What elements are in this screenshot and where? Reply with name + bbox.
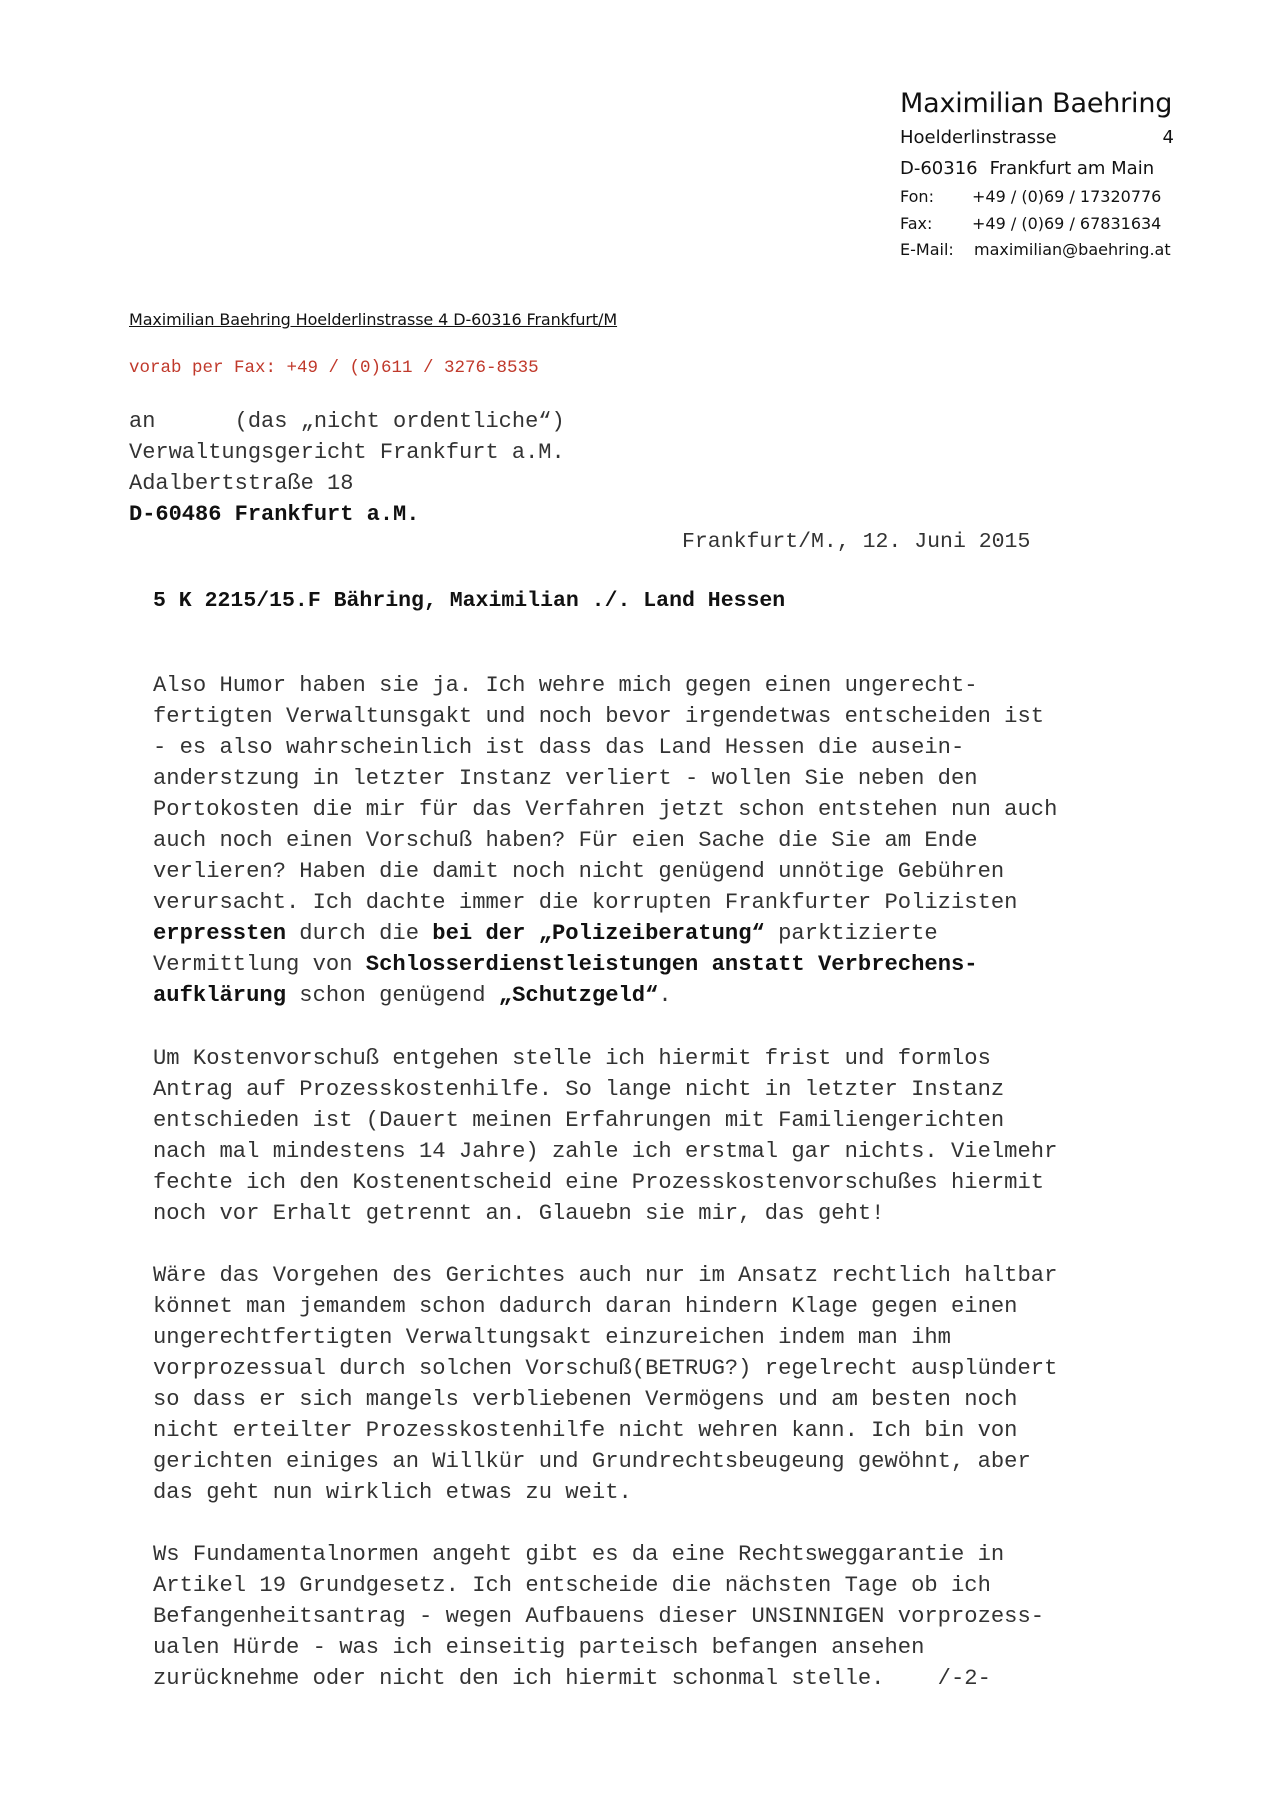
subject-line: 5 K 2215/15.F Bähring, Maximilian ./. Land Hessen xyxy=(153,589,786,613)
body-line: fertigten Verwaltunsgakt und noch bevor irgendetwas entscheiden ist xyxy=(153,703,1045,730)
body-line: vorprozessual durch solchen Vorschuß(BETRUG?) regelrecht ausplündert xyxy=(153,1355,1058,1381)
paragraph-3 xyxy=(153,1260,1057,1508)
sender-street-row xyxy=(900,122,1174,153)
body-line: nach mal mindestens 14 Jahre) zahle ich erstmal gar nichts. Vielmehr xyxy=(153,1137,1058,1164)
body-line xyxy=(153,918,1057,949)
body-line: - es also wahrscheinlich ist dass das Land Hessen die ausein- xyxy=(153,734,965,761)
body-line xyxy=(153,949,1057,980)
paragraph-4 xyxy=(153,1539,1057,1694)
body-line: das geht nun wirklich etwas zu weit. xyxy=(153,1479,632,1506)
recipient-street: Adalbertstraße 18 xyxy=(129,471,354,496)
sender-street: Hoelderlinstrasse xyxy=(900,127,1057,148)
body-line: verlieren? Haben die damit noch nicht genügend unnötige Gebühren xyxy=(153,858,1005,885)
bold-text: Schlosserdienstleistungen anstatt Verbrechens- xyxy=(365,951,978,978)
sender-house-number: 4 xyxy=(1162,127,1174,148)
letter-body xyxy=(153,670,1057,1726)
body-line: Antrag auf Prozesskostenhilfe. So lange nicht in letzter Instanz xyxy=(153,1075,1005,1102)
recipient-court: Verwaltungsgericht Frankfurt a.M. xyxy=(129,440,565,465)
body-text: . xyxy=(658,982,672,1009)
body-line: Artikel 19 Grundgesetz. Ich entscheide die nächsten Tage ob ich xyxy=(153,1572,991,1599)
fax-label: Fax: xyxy=(900,213,933,233)
body-line: ungerechtfertigten Verwaltungsakt einzureichen indem man ihm xyxy=(153,1323,951,1350)
body-line: zurücknehme oder nicht den ich hiermit schonmal stelle. /-2- xyxy=(153,1665,991,1692)
sender-city: Frankfurt am Main xyxy=(989,158,1155,179)
body-line: gerichten einiges an Willkür und Grundrechtsbeugeung gewöhnt, aber xyxy=(153,1448,1031,1475)
body-line: noch vor Erhalt getrennt an. Glauebn sie mir, das geht! xyxy=(153,1199,885,1226)
bold-text: bei der „Polizeiberatung“ xyxy=(432,920,765,947)
email-value: maximilian@baehring.at xyxy=(974,240,1171,259)
contact-email xyxy=(900,237,1174,264)
body-line: Wäre das Vorgehen des Gerichtes auch nur im Ansatz rechtlich haltbar xyxy=(153,1261,1058,1288)
sender-city-row xyxy=(900,153,1174,184)
body-line: nicht erteilter Prozesskostenhilfe nicht wehren kann. Ich bin von xyxy=(153,1417,1018,1444)
fax-value: +49 / (0)69 / 67831634 xyxy=(972,213,1162,233)
paragraph-1 xyxy=(153,670,1057,1012)
body-line: anderstzung in letzter Instanz verliert - wollen Sie neben den xyxy=(153,765,978,792)
paragraph-2 xyxy=(153,1043,1057,1229)
email-label: E-Mail: xyxy=(900,240,954,259)
letterhead xyxy=(900,86,1174,264)
body-text: durch die xyxy=(286,920,433,947)
body-line: fechte ich den Kostenentscheid eine Prozesskostenvorschußes hiermit xyxy=(153,1168,1045,1195)
phone-value: +49 / (0)69 / 17320776 xyxy=(972,187,1162,206)
body-line: so dass er sich mangels verbliebenen Vermögens und am besten noch xyxy=(153,1386,1018,1413)
body-text: schon genügend xyxy=(286,982,499,1009)
sender-postal-code: D-60316 xyxy=(900,158,978,179)
phone-label: Fon: xyxy=(900,187,934,206)
body-line: Ws Fundamentalnormen angeht gibt es da eine Rechtsweggarantie in xyxy=(153,1541,1005,1568)
body-line: könnet man jemandem schon dadurch daran hindern Klage gegen einen xyxy=(153,1292,1018,1319)
body-line: Um Kostenvorschuß entgehen stelle ich hiermit frist und formlos xyxy=(153,1044,991,1071)
return-address-line: Maximilian Baehring Hoelderlinstrasse 4 D-60316 Frankfurt/M xyxy=(129,310,618,329)
sender-name: Maximilian Baehring xyxy=(900,88,1173,119)
letter-date: Frankfurt/M., 12. Juni 2015 xyxy=(682,530,1031,554)
contact-phone xyxy=(900,184,1174,211)
body-text: Vermittlung von xyxy=(153,951,366,978)
body-line: Befangenheitsantrag - wegen Aufbauens dieser UNSINNIGEN vorprozess- xyxy=(153,1603,1045,1630)
body-line: Portokosten die mir für das Verfahren jetzt schon entstehen nun auch xyxy=(153,796,1058,823)
body-line: entschieden ist (Dauert meinen Erfahrungen mit Familiengerichten xyxy=(153,1106,1005,1133)
body-line: Also Humor haben sie ja. Ich wehre mich gegen einen ungerecht- xyxy=(153,672,978,698)
body-line: verursacht. Ich dachte immer die korrupten Frankfurter Polizisten xyxy=(153,889,1018,916)
body-line: auch noch einen Vorschuß haben? Für eien Sache die Sie am Ende xyxy=(153,827,978,854)
body-line: ualen Hürde - was ich einseitig parteisch befangen ansehen xyxy=(153,1634,925,1661)
bold-text: „Schutzgeld“ xyxy=(498,982,659,1009)
bold-text: erpressten xyxy=(153,920,287,947)
recipient-line: an (das „nicht ordentliche“) xyxy=(129,409,565,434)
recipient-address xyxy=(129,406,565,530)
bold-text: aufklärung xyxy=(153,982,287,1009)
body-text: parktizierte xyxy=(764,920,938,947)
fax-note: vorab per Fax: +49 / (0)611 / 3276-8535 xyxy=(129,358,539,378)
body-line xyxy=(153,980,1057,1011)
contact-fax xyxy=(900,211,1174,238)
recipient-city: D-60486 Frankfurt a.M. xyxy=(129,502,420,527)
